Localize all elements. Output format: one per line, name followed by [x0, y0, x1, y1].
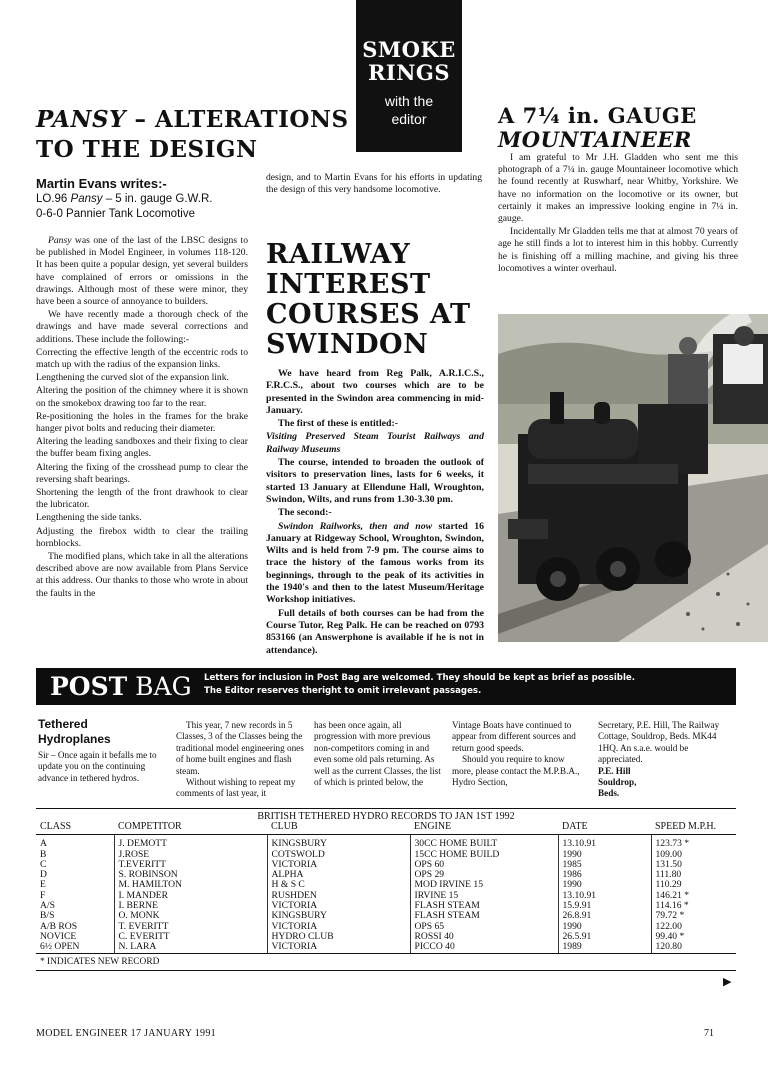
letter-col3-para: has been once again, all progression with more previous non-competitors coming in and even some old pals returning. As well as the current Classes, the list of which is printed below, the [314, 720, 441, 788]
records-header-row [36, 822, 736, 835]
letter-signature-county: Beds. [598, 788, 620, 799]
cell-engine: FLASH STEAM [410, 911, 558, 921]
cell-club: HYDRO CLUB [267, 932, 410, 942]
pansy-para2: We have recently made a thorough check of the drawings and have made several corrections and additions. These include the following:- [36, 309, 248, 345]
mountaineer-title-line1: A 7¼ in. GAUGE [498, 103, 697, 128]
cell-date: 1990 [558, 850, 651, 860]
cell-date: 13.10.91 [558, 835, 651, 850]
col-header-club: CLUB [267, 822, 410, 835]
railway-title-line1: RAILWAY [266, 239, 411, 270]
cell-club: KINGSBURY [267, 835, 410, 850]
pansy-correction-item: Adjusting the firebox width to clear the trailing hornblocks. [36, 525, 248, 549]
letter-opening: Sir – Once again it befalls me to update you on the continuing advance in tethered hydros. [38, 750, 157, 783]
cell-speed: 123.73 * [655, 838, 690, 850]
cell-speed: 110.29 [655, 879, 682, 891]
records-table-title: BRITISH TETHERED HYDRO RECORDS TO JAN 1ST 1992 [36, 809, 736, 823]
cell-club: VICTORIA [267, 942, 410, 953]
cell-class: NOVICE [36, 932, 114, 942]
cell-engine: IRVINE 15 [410, 891, 558, 901]
letter-col2 [176, 720, 304, 800]
masthead-editor: editor [391, 111, 427, 127]
masthead-title-line2: RINGS [367, 60, 451, 85]
pansy-para3: The modified plans, which take in all the alterations described above are now available from Plans Service at this address. Our thanks to those who wrote in about the faults in the [36, 551, 248, 599]
pansy-byline [36, 176, 246, 222]
railway-para5: The second:- [278, 507, 332, 519]
pansy-correction-item: Correcting the effective length of the eccentric rods to match up with the radius of the expansion links. [36, 346, 248, 371]
cell-engine: MOD IRVINE 15 [410, 880, 558, 890]
pansy-para1: Pansy was one of the last of the LBSC designs to be published in Model Engineer, in volumes 118-120. It has been quite a popular design, yet several builders have complained of errors or omissions in the drawings. Although most of these were minor, they have been a source of annoyance to builders. [36, 235, 248, 308]
railway-para2: The first of these is entitled:- [278, 418, 398, 430]
cell-date: 26.5.91 [558, 932, 651, 942]
pansy-correction-item: Altering the fixing of the crosshead pump to clear the reversing shaft bearings. [36, 461, 248, 485]
cell-engine: 15CC HOME BUILD [410, 850, 558, 860]
railway-para7: Full details of both courses can be had from the Course Tutor, Reg Palk. He can be reached on 0793 853166 (an Answerphone is available if he is not in attendance). [266, 607, 484, 656]
letter-signature-name: P.E. Hill [598, 765, 631, 776]
letter-title-line1: Tethered [38, 717, 88, 731]
railway-para1: We have heard from Reg Palk, A.R.I.C.S., F.R.C.S., about two courses which are to be presented in the Swindon area commencing in mid-January. [266, 368, 484, 416]
pansy-para3-continued: design, and to Martin Evans for his efforts in updating the design of this very handsome locomotive. [266, 172, 482, 196]
cell-club: COTSWOLD [267, 850, 410, 860]
letter-col2-para1: This year, 7 new records in 5 Classes, 3 of the Classes being the traditional model engineering ones of home built engines and flash steam. [176, 720, 304, 776]
cell-club: VICTORIA [267, 860, 410, 870]
mountaineer-para1: I am grateful to Mr J.H. Gladden who sent me this photograph of a 7¼ in. gauge Mountaineer locomotive which he found recently at Ruswharf, near Whitby, Yorkshire. We have no information on the locomotive or its owner, but certainly it makes an impressive looking engine in 7¼ in. gauge. [498, 152, 738, 225]
col-header-speed: SPEED M.P.H. [651, 822, 736, 835]
cell-club: VICTORIA [267, 922, 410, 932]
pansy-continued [266, 172, 482, 196]
cell-speed: 146.21 * [655, 889, 690, 901]
letter-col1 [38, 717, 166, 784]
letter-signature-town: Souldrop, [598, 777, 637, 788]
cell-engine: 30CC HOME BUILT [410, 835, 558, 850]
mountaineer-headline [498, 104, 758, 152]
letter-col2-para2: Without wishing to repeat my comments of last year, it [176, 777, 296, 799]
cell-competitor: I. MANDER [114, 891, 267, 901]
post-bag-banner [36, 668, 736, 705]
cell-date: 1990 [558, 922, 651, 932]
pansy-body [36, 235, 248, 601]
pansy-subtitle1: LO.96 Pansy – 5 in. gauge G.W.R. [36, 193, 213, 205]
pansy-correction-list [36, 347, 248, 550]
cell-engine: OPS 60 [410, 860, 558, 870]
pansy-correction-item: Altering the position of the chimney where it is shown on the smokebox drawing too far to the rear. [36, 385, 248, 409]
letter-col5 [598, 720, 734, 800]
post-bag-notice [204, 672, 724, 698]
cell-class: F [36, 891, 114, 901]
cell-engine: OPS 65 [410, 922, 558, 932]
pansy-correction-item: Lengthening the curved slot of the expansion link. [36, 372, 229, 384]
railway-para4: The course, intended to broaden the outlook of visitors to preservation lines, lasts for 6 weeks, it started 13 January at Ellendune Hall, Wroughton, Swindon, Wilts, and runs from 1.30-3.30 pm. [266, 457, 484, 505]
cell-competitor: J.ROSE [114, 850, 267, 860]
cell-speed: 131.50 [655, 858, 682, 870]
cell-speed: 109.00 [655, 848, 682, 860]
cell-class: D [36, 870, 114, 880]
masthead-with-the: with the [384, 93, 434, 109]
footer-publication: MODEL ENGINEER 17 JANUARY 1991 [36, 1028, 216, 1039]
cell-date: 1985 [558, 860, 651, 870]
letter-title-line2: Hydroplanes [38, 732, 111, 746]
cell-class: 6½ OPEN [36, 942, 114, 953]
pansy-correction-item: Lengthening the side tanks. [36, 512, 142, 524]
cell-date: 26.8.91 [558, 911, 651, 921]
letter-col5-para: Secretary, P.E. Hill, The Railway Cottage, Souldrop, Beds. MK44 1HQ. An s.a.e. would be appreciated. [598, 720, 720, 765]
col-header-engine: ENGINE [410, 822, 558, 835]
col-header-competitor: COMPETITOR [114, 822, 267, 835]
pansy-title: PANSY – ALTERATIONS [36, 106, 349, 133]
cell-class: A [36, 835, 114, 850]
cell-club: RUSHDEN [267, 891, 410, 901]
letter-col4-para2: Should you require to know more, please contact the M.P.B.A., Hydro Section, [452, 754, 580, 788]
cell-speed: 122.00 [655, 920, 682, 932]
mountaineer-title-line2: MOUNTAINEER [498, 127, 692, 152]
mountaineer-para2: Incidentally Mr Gladden tells me that at almost 70 years of age he still finds a lot to interest him in this hobby. Currently he is finishing off a milling machine, and giving his three locomotives a winter overhaul. [498, 226, 738, 274]
smoke-rings-masthead [356, 0, 462, 152]
cell-competitor: M. HAMILTON [114, 880, 267, 890]
table-row [36, 835, 736, 850]
col-header-class: CLASS [36, 822, 114, 835]
records-table-block [36, 808, 736, 971]
records-body [36, 835, 736, 953]
continue-arrow-icon: ▶ [723, 976, 732, 988]
table-row [36, 942, 736, 953]
pansy-correction-item: Re-positioning the holes in the frames for the brake hanger pivot bolts and reducing their diameter. [36, 410, 248, 435]
cell-date: 13.10.91 [558, 891, 651, 901]
cell-speed: 111.80 [655, 869, 682, 881]
post-bag-title: POST BAG [50, 672, 192, 701]
cell-engine: ROSSI 40 [410, 932, 558, 942]
cell-date: 15.9.91 [558, 901, 651, 911]
pansy-title-line2: TO THE DESIGN [36, 136, 258, 163]
railway-para6: Swindon Railworks, then and now started 16 January at Ridgeway School, Wroughton, Swindon, Wilts and is held from 7-9 pm. The course aims to trace the history of the famous works from its beginnings, through to the peak of its activities in the 1940's and then to the latest Museum/Heritage Workshop initiatives. [266, 520, 484, 606]
col-header-date: DATE [558, 822, 651, 835]
pansy-subtitle2: 0-6-0 Pannier Tank Locomotive [36, 208, 195, 220]
cell-class: B/S [36, 911, 114, 921]
post-bag-notice-line2: The Editor reserves theright to omit irrelevant passages. [204, 686, 482, 696]
cell-club: H & S C [267, 880, 410, 890]
cell-competitor: T.EVERITT [114, 860, 267, 870]
cell-engine: PICCO 40 [410, 942, 558, 953]
railway-body [266, 368, 484, 658]
railway-title-line2: INTEREST [266, 269, 431, 300]
cell-class: C [36, 860, 114, 870]
railway-course1-title: Visiting Preserved Steam Tourist Railways and Railway Museums [266, 431, 484, 455]
cell-competitor: C. EVERITT [114, 932, 267, 942]
cell-competitor: N. LARA [114, 942, 267, 953]
locomotive-photo [498, 314, 768, 642]
footer-page-number: 71 [704, 1028, 714, 1039]
railway-title-line3: COURSES AT [266, 299, 471, 330]
cell-competitor: J. DEMOTT [114, 835, 267, 850]
railway-headline [266, 240, 486, 360]
pansy-author: Martin Evans writes:- [36, 176, 167, 191]
cell-competitor: T. EVERITT [114, 922, 267, 932]
cell-class: A/B ROS [36, 922, 114, 932]
pansy-correction-item: Shortening the length of the front drawhook to clear the lubricator. [36, 487, 248, 511]
cell-class: A/S [36, 901, 114, 911]
cell-engine: OPS 29 [410, 870, 558, 880]
letter-col3 [314, 720, 442, 788]
cell-speed: 99.40 * [655, 930, 685, 942]
cell-class: E [36, 880, 114, 890]
cell-speed: 120.80 [655, 941, 682, 953]
cell-competitor: O. MONK [114, 911, 267, 921]
cell-competitor: I. BERNE [114, 901, 267, 911]
letter-col4 [452, 720, 582, 788]
railway-title-line4: SWINDON [266, 329, 429, 360]
letter-col4-para1: Vintage Boats have continued to appear from different sources and return good speeds. [452, 720, 576, 753]
cell-date: 1989 [558, 942, 651, 953]
cell-date: 1986 [558, 870, 651, 880]
pansy-correction-item: Altering the leading sandboxes and their fixing to clear the buffer beam fixing angles. [36, 436, 248, 460]
records-table [36, 808, 736, 971]
mountaineer-body [498, 152, 738, 276]
cell-club: KINGSBURY [267, 911, 410, 921]
cell-engine: FLASH STEAM [410, 901, 558, 911]
cell-class: B [36, 850, 114, 860]
cell-club: VICTORIA [267, 901, 410, 911]
cell-competitor: S. ROBINSON [114, 870, 267, 880]
masthead-title-line1: SMOKE [362, 37, 456, 62]
cell-speed: 114.16 * [655, 900, 689, 912]
cell-club: ALPHA [267, 870, 410, 880]
records-footnote: * INDICATES NEW RECORD [36, 953, 736, 970]
cell-date: 1990 [558, 880, 651, 890]
post-bag-notice-line1: Letters for inclusion in Post Bag are welcomed. They should be kept as brief as possible. [204, 673, 636, 683]
cell-speed: 79.72 * [655, 910, 685, 922]
pansy-headline [36, 105, 356, 165]
